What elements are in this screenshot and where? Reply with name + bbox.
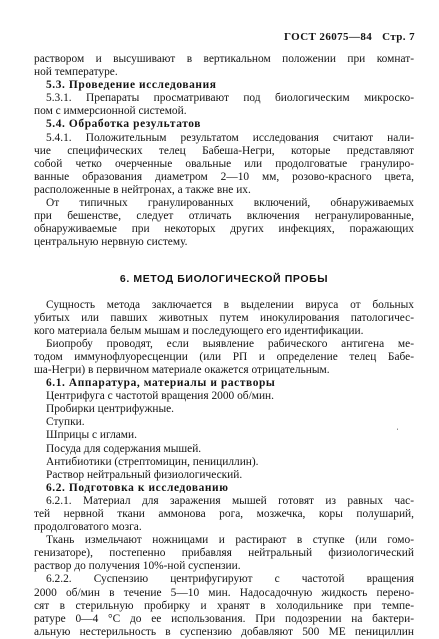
text-line: раствором и высушивают в вертикальном положении при комнат- — [34, 53, 414, 65]
text-line: тодом иммунофлуоресценции (или РП и определение телец Бабе- — [34, 350, 414, 363]
text-line: 6.2.2. Суспензию центрифугируют с частотой вращения — [46, 573, 414, 586]
text-line: при бешенстве, следует отличать включения негранулированные, — [34, 210, 414, 223]
paragraph-6-2-2 — [34, 573, 414, 638]
paragraph-intro — [34, 53, 414, 79]
list-item: Центрифуга с частотой вращения 2000 об/мин. — [46, 390, 275, 403]
heading-5-3: 5.3. Проведение исследования — [46, 79, 217, 92]
paragraph-5-4-1 — [34, 132, 414, 197]
paragraph-tissue — [34, 534, 414, 573]
standard-number: ГОСТ 26075—84 — [283, 31, 373, 43]
list-item: Пробирки центрифужные. — [46, 403, 174, 416]
text-line: ша-Негри) в первичном материале окажется отрицательным. — [34, 363, 330, 376]
text-line: 5.4.1. Положительным результатом исследования считают нали- — [46, 131, 414, 144]
text-line: 6.2.1. Материал для заражения мышей готовят из равных час- — [46, 494, 414, 507]
text-line: генизаторе), постепенно прибавляя нейтральный физиологический — [34, 547, 414, 560]
text-line: Сущность метода заключается в выделении вируса от больных — [46, 298, 414, 311]
text-line: собой четко очерченные овальные или продолговатые гранулиро- — [34, 157, 414, 170]
print-speck: ˌ — [396, 420, 399, 430]
list-item: Шприцы с иглами. — [46, 429, 137, 442]
paragraph-bioassay — [34, 338, 414, 377]
text-line: тей нервной ткани аммонова рога, мозжечка, коры полушарий, — [34, 508, 414, 520]
text-line: ратуре 0—4 °С до ее использования. При подозрении на бактери- — [34, 612, 414, 625]
page-header — [284, 31, 415, 44]
text-line: пом с иммерсионной системой. — [34, 105, 187, 118]
paragraph-essence — [34, 299, 414, 338]
list-item: Раствор нейтральный физиологический. — [46, 468, 243, 481]
page-number: Стр. 7 — [382, 31, 415, 43]
list-item: Антибиотики (стрептомицин, пенициллин). — [46, 455, 259, 468]
document-body — [34, 53, 414, 639]
text-line: кого материала белым мышам и последующего его идентификации. — [34, 324, 364, 337]
text-line: убитых или павших животных путем инокулирования патологичес- — [34, 311, 414, 324]
section-6-title: 6. МЕТОД БИОЛОГИЧЕСКОЙ ПРОБЫ — [119, 273, 329, 286]
text-line: обнаруживаемые при некоторых других инфекциях, поражающих — [34, 223, 414, 236]
text-line: альную нестерильность в суспензию добавляют 500 МЕ пенициллин — [34, 625, 414, 638]
text-line: Биопробу проводят, если выявление рабического антигена ме- — [46, 337, 414, 350]
text-line: центральную нервную систему. — [34, 236, 188, 249]
text-line: 2000 об/мин в течение 5—10 мин. Надосадочную жидкость перено- — [34, 586, 414, 599]
heading-6-2: 6.2. Подготовка к исследованию — [46, 481, 229, 494]
list-item: Посуда для содержания мышей. — [46, 442, 202, 455]
text-line: раствор до получения 10%-ной суспензии. — [34, 560, 241, 573]
text-line: 5.3.1. Препараты просматривают под биологическим микроско- — [46, 92, 414, 105]
list-item: Ступки. — [46, 416, 85, 429]
paragraph-5-3-1 — [34, 92, 414, 118]
text-line: Ткань измельчают ножницами и растирают в ступке (или гомо- — [46, 534, 414, 547]
text-line: От типичных гранулированных включений, обнаруживаемых — [46, 197, 414, 210]
paragraph-6-2-1 — [34, 495, 414, 534]
paragraph-inclusions — [34, 197, 414, 249]
text-line: чие специфических телец Бабеша-Негри, которые представляют — [34, 144, 414, 157]
text-line: ванные образования диаметром 2—10 мм, розово-красного цвета, — [34, 170, 414, 183]
text-line: продолговатого мозга. — [34, 521, 142, 534]
text-line: сят в стерильную пробирку и хранят в холодильнике при темпе- — [34, 599, 414, 612]
text-line: расположенные в нейтронах, а также вне их. — [34, 183, 251, 196]
text-line: ной температуре. — [34, 66, 118, 79]
heading-6-1: 6.1. Аппаратура, материалы и растворы — [46, 377, 276, 390]
heading-5-4: 5.4. Обработка результатов — [46, 118, 201, 131]
equipment-list — [34, 390, 414, 482]
